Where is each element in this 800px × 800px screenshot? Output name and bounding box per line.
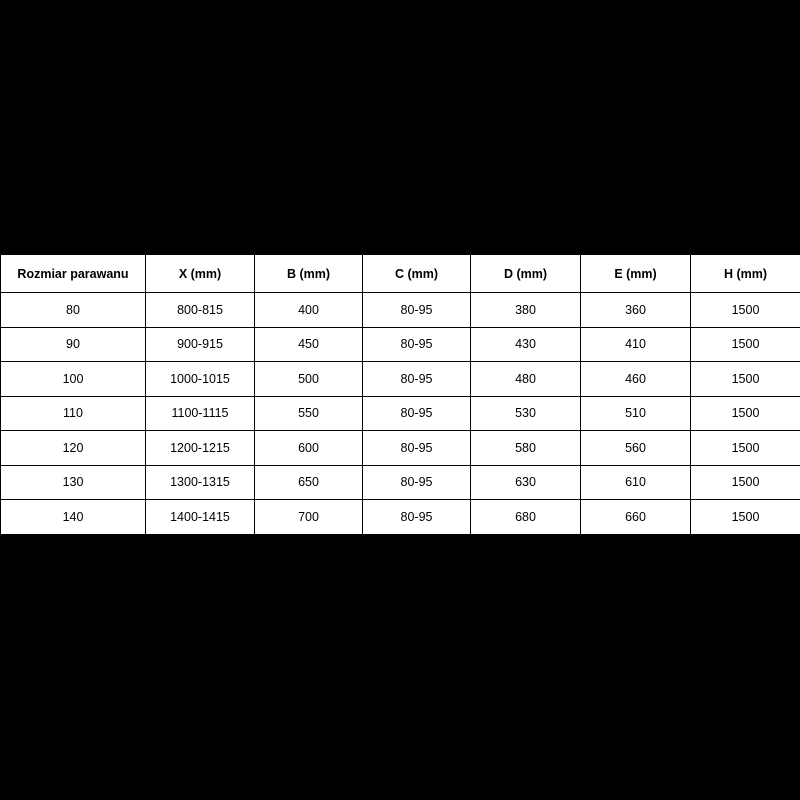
cell-h: 1500 — [691, 396, 800, 431]
cell-size: 140 — [1, 500, 146, 535]
table-row — [1, 327, 800, 362]
column-header-e: E (mm) — [581, 255, 691, 293]
cell-x: 1000-1015 — [146, 362, 255, 397]
cell-h: 1500 — [691, 327, 800, 362]
cell-c: 80-95 — [363, 431, 471, 466]
cell-b: 550 — [255, 396, 363, 431]
column-header-x: X (mm) — [146, 255, 255, 293]
cell-x: 800-815 — [146, 293, 255, 328]
cell-c: 80-95 — [363, 362, 471, 397]
table-header-row — [1, 255, 800, 293]
column-header-c: C (mm) — [363, 255, 471, 293]
cell-b: 600 — [255, 431, 363, 466]
table-row — [1, 396, 800, 431]
cell-d: 530 — [471, 396, 581, 431]
cell-d: 380 — [471, 293, 581, 328]
cell-size: 100 — [1, 362, 146, 397]
cell-b: 650 — [255, 465, 363, 500]
column-header-h: H (mm) — [691, 255, 800, 293]
cell-e: 610 — [581, 465, 691, 500]
cell-d: 430 — [471, 327, 581, 362]
cell-h: 1500 — [691, 465, 800, 500]
column-header-d: D (mm) — [471, 255, 581, 293]
table-header — [1, 255, 800, 293]
cell-size: 80 — [1, 293, 146, 328]
cell-size: 130 — [1, 465, 146, 500]
cell-c: 80-95 — [363, 396, 471, 431]
cell-x: 1400-1415 — [146, 500, 255, 535]
table-row — [1, 362, 800, 397]
cell-c: 80-95 — [363, 327, 471, 362]
cell-size: 90 — [1, 327, 146, 362]
cell-d: 630 — [471, 465, 581, 500]
cell-b: 450 — [255, 327, 363, 362]
column-header-size: Rozmiar parawanu — [1, 255, 146, 293]
cell-e: 660 — [581, 500, 691, 535]
cell-h: 1500 — [691, 431, 800, 466]
cell-size: 110 — [1, 396, 146, 431]
cell-h: 1500 — [691, 293, 800, 328]
cell-e: 360 — [581, 293, 691, 328]
size-table-container — [0, 254, 800, 535]
cell-h: 1500 — [691, 362, 800, 397]
cell-c: 80-95 — [363, 500, 471, 535]
cell-d: 580 — [471, 431, 581, 466]
cell-e: 560 — [581, 431, 691, 466]
column-header-b: B (mm) — [255, 255, 363, 293]
cell-c: 80-95 — [363, 293, 471, 328]
cell-x: 1200-1215 — [146, 431, 255, 466]
cell-b: 700 — [255, 500, 363, 535]
table-row — [1, 431, 800, 466]
table-row — [1, 293, 800, 328]
size-table — [0, 254, 800, 535]
cell-b: 400 — [255, 293, 363, 328]
cell-h: 1500 — [691, 500, 800, 535]
cell-x: 1300-1315 — [146, 465, 255, 500]
table-row — [1, 500, 800, 535]
cell-d: 680 — [471, 500, 581, 535]
cell-e: 410 — [581, 327, 691, 362]
cell-b: 500 — [255, 362, 363, 397]
cell-d: 480 — [471, 362, 581, 397]
cell-x: 900-915 — [146, 327, 255, 362]
table-row — [1, 465, 800, 500]
cell-c: 80-95 — [363, 465, 471, 500]
cell-x: 1100-1115 — [146, 396, 255, 431]
cell-e: 460 — [581, 362, 691, 397]
cell-e: 510 — [581, 396, 691, 431]
table-body — [1, 293, 800, 535]
cell-size: 120 — [1, 431, 146, 466]
